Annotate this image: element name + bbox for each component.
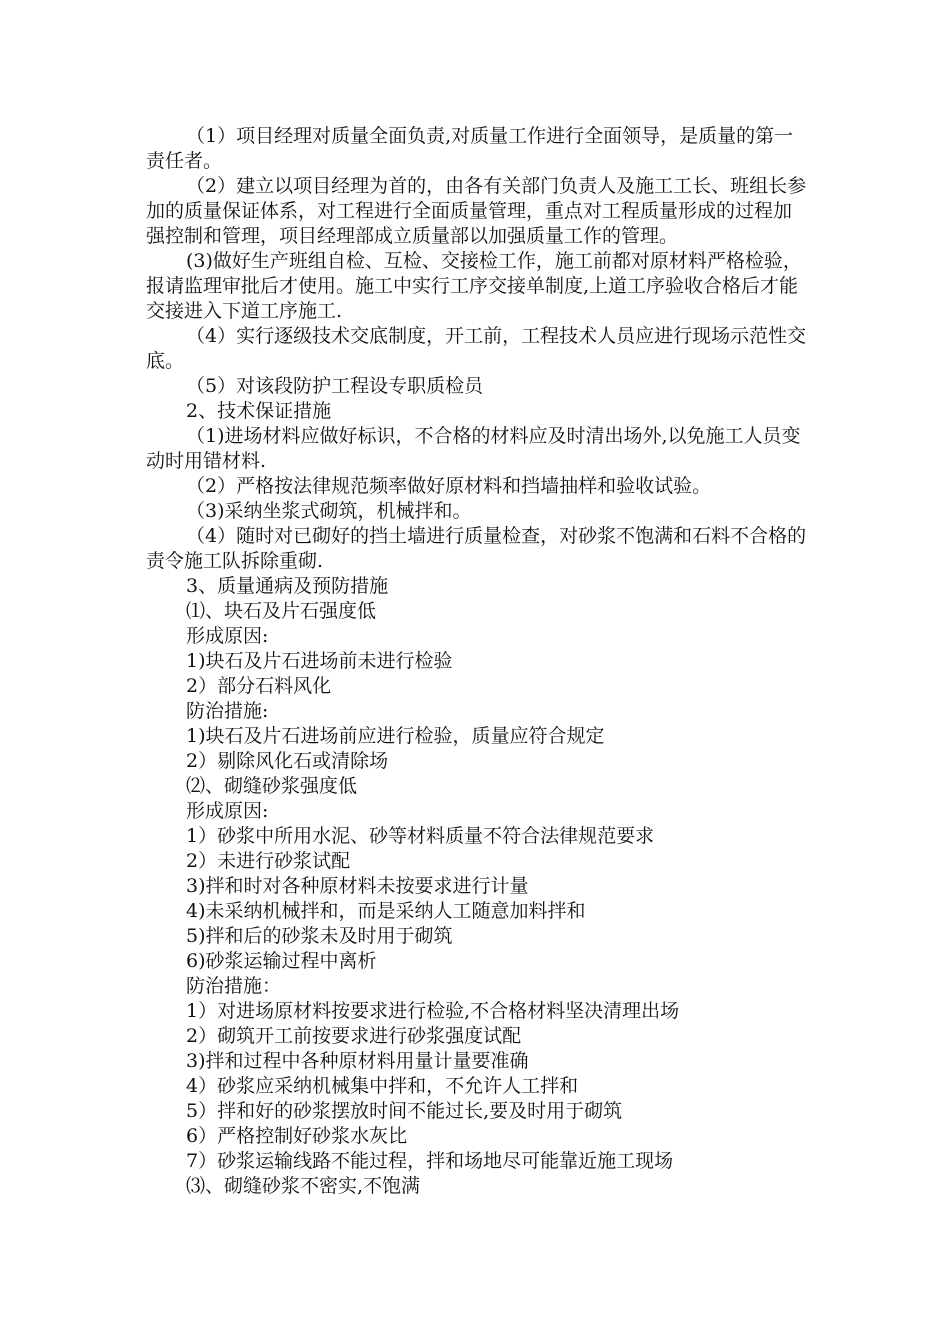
list-item: 3)拌和过程中各种原材料用量计量要准确: [186, 1050, 529, 1072]
list-item: 6）严格控制好砂浆水灰比: [186, 1125, 408, 1147]
list-item: 2）剔除风化石或清除场: [186, 750, 389, 772]
list-item: 1)块石及片石进场前未进行检验: [186, 650, 453, 672]
list-label: 防治措施：: [186, 975, 282, 997]
document-body: [146, 124, 810, 1199]
paragraph-7: （2）严格按法律规范频率做好原材料和挡墙抽样和验收试验。: [186, 475, 712, 497]
section-heading-3: 3、质量通病及预防措施: [186, 575, 389, 597]
list-item: 3)拌和时对各种原材料未按要求进行计量: [186, 875, 529, 897]
paragraph-3: (3)做好生产班组自检、互检、交接检工作，施工前都对原材料严格检验，报请监理审批后才使用。施工中实行工序交接单制度,上道工序验收合格后才能交接进入下道工序施工.: [146, 250, 802, 322]
paragraph-1: （1）项目经理对质量全面负责,对质量工作进行全面领导，是质量的第一责任者。: [146, 125, 794, 172]
list-item: 1）对进场原材料按要求进行检验,不合格材料坚决清理出场: [186, 1000, 680, 1022]
subsection-heading-2: ⑵、砌缝砂浆强度低: [186, 775, 358, 797]
list-label: 形成原因:: [186, 625, 269, 647]
list-item: 7）砂浆运输线路不能过程，拌和场地尽可能靠近施工现场: [186, 1150, 674, 1172]
subsection-heading-3: ⑶、砌缝砂浆不密实,不饱满: [186, 1175, 421, 1197]
list-item: 2）部分石料风化: [186, 675, 332, 697]
list-item: 5）拌和好的砂浆摆放时间不能过长,要及时用于砌筑: [186, 1100, 623, 1122]
list-item: 4）砂浆应采纳机械集中拌和，不允许人工拌和: [186, 1075, 579, 1097]
list-label: 防治措施:: [186, 700, 269, 722]
paragraph-6: （1)进场材料应做好标识，不合格的材料应及时清出场外,以免施工人员变动时用错材料.: [146, 425, 801, 472]
list-label: 形成原因:: [186, 800, 269, 822]
list-item: 2）未进行砂浆试配: [186, 850, 351, 872]
section-heading-2: 2、技术保证措施: [186, 400, 332, 422]
paragraph-2: （2）建立以项目经理为首的，由各有关部门负责人及施工工长、班组长参加的质量保证体系，对工程进行全面质量管理，重点对工程质量形成的过程加强控制和管理，项目经理部成立质量部以加强质量工作的管理。: [146, 175, 807, 247]
list-item: 1)块石及片石进场前应进行检验，质量应符合规定: [186, 725, 605, 747]
paragraph-5: （5）对该段防护工程设专职质检员: [186, 375, 484, 397]
list-item: 5)拌和后的砂浆未及时用于砌筑: [186, 925, 453, 947]
list-item: 6)砂浆运输过程中离析: [186, 950, 377, 972]
list-item: 4)未采纳机械拌和，而是采纳人工随意加料拌和: [186, 900, 586, 922]
paragraph-4: （4）实行逐级技术交底制度，开工前，工程技术人员应进行现场示范性交底。: [146, 325, 807, 372]
paragraph-8: （3)采纳坐浆式砌筑，机械拌和。: [186, 500, 472, 522]
subsection-heading-1: ⑴、块石及片石强度低: [186, 600, 377, 622]
list-item: 1）砂浆中所用水泥、砂等材料质量不符合法律规范要求: [186, 825, 655, 847]
paragraph-9: （4）随时对已砌好的挡土墙进行质量检查，对砂浆不饱满和石料不合格的责令施工队拆除重砌.: [146, 525, 807, 572]
list-item: 2）砌筑开工前按要求进行砂浆强度试配: [186, 1025, 522, 1047]
